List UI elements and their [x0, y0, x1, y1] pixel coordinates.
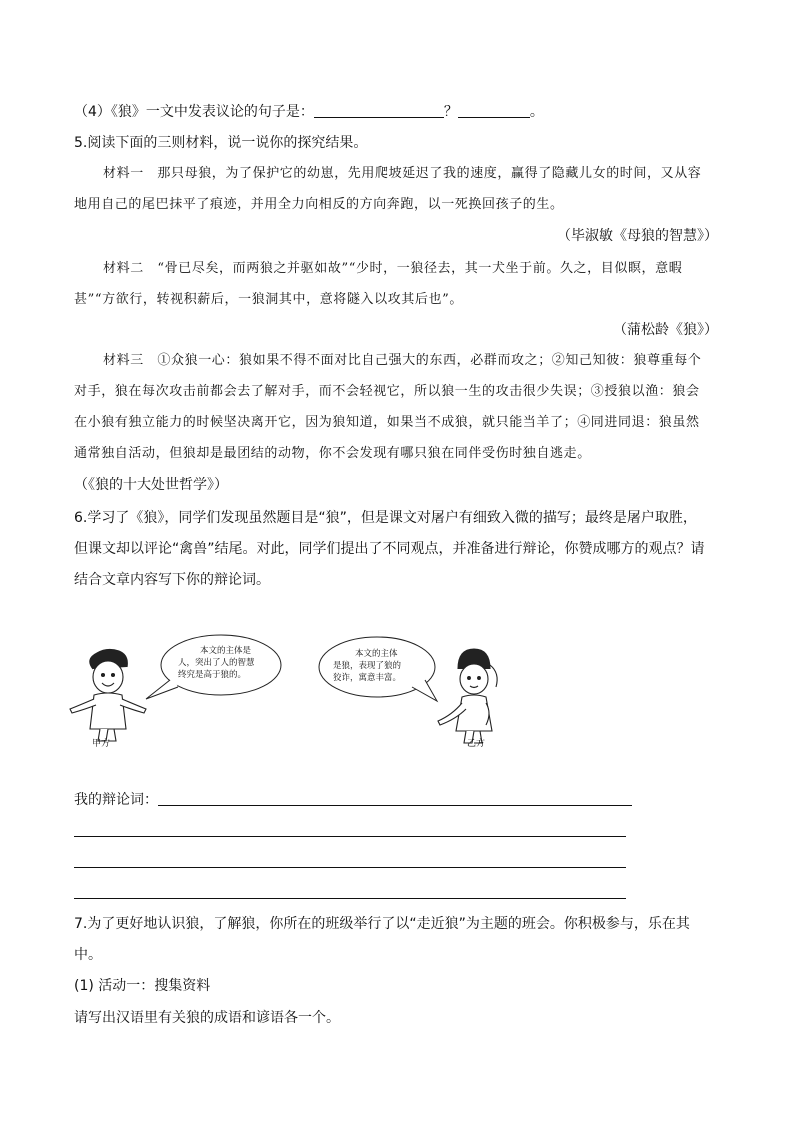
- debate-illustration: [60, 625, 520, 755]
- bubble-a-line-2: 人，突出了人的智慧: [178, 658, 255, 668]
- debate-answer-line-3[interactable]: [74, 867, 626, 868]
- question-4: [74, 102, 544, 122]
- bubble-b-line-2: 是狼，表现了狼的: [333, 661, 402, 671]
- material-3-source: （《狼的十大处世哲学》）: [74, 477, 228, 493]
- material-3-line-1: 材料三 ①众狼一心：狼如果不得不面对比自己强大的东西，必群而攻之；②知己知彼：狼尊重每个: [103, 353, 702, 368]
- material-3-line-2: 对手，狼在每次攻击前都会去了解对手，而不会轻视它，所以狼一生的攻击很少失误；③授狼以渔：狼会: [74, 384, 700, 399]
- material-2-line-1: 材料二 “骨已尽矣，而两狼之并驱如故”“少时，一狼径去，其一犬坐于前。久之，目似瞑，意暇: [103, 261, 683, 276]
- label-yi-fang: 乙方: [467, 739, 486, 749]
- question-5-title: 5.阅读下面的三则材料，说一说你的探究结果。: [74, 135, 368, 151]
- question-7-line-2: 中。: [74, 947, 102, 963]
- q4-period: 。: [529, 104, 544, 120]
- girl-figure: [438, 649, 497, 743]
- debate-answer-line-4[interactable]: [74, 898, 626, 899]
- debate-answer-line-1[interactable]: [158, 805, 632, 806]
- question-7-line-1: 7.为了更好地认识狼，了解狼，你所在的班级举行了以“走近狼”为主题的班会。你积极参与，乐在其: [74, 916, 690, 932]
- material-2-line-2: 甚”“方欲行，转视积薪后，一狼洞其中，意将隧入以攻其后也”。: [74, 292, 463, 307]
- bubble-b-line-3: 狡诈，寓意丰富。: [333, 673, 402, 683]
- material-1-line-2: 地用自己的尾巴抹平了痕迹，并用全力向相反的方向奔跑，以一死换回孩子的生。: [74, 197, 564, 212]
- material-1-source: （毕淑敏《母狼的智慧》）: [557, 228, 718, 244]
- question-6-line-3: 结合文章内容写下你的辩论词。: [74, 572, 270, 588]
- boy-figure: [70, 649, 146, 741]
- q4-question-mark: ？: [443, 104, 458, 120]
- material-2-source: （蒲松龄《狼》）: [613, 322, 718, 338]
- activity-1-heading: (1) 活动一：搜集资料: [74, 978, 211, 994]
- question-6-line-2: 但课文却以评论“禽兽”结尾。对此，同学们提出了不同观点，并准备进行辩论，你赞成哪方的观点？请: [74, 541, 705, 557]
- q4-answer-blank-2[interactable]: [458, 103, 530, 118]
- material-3-line-4: 通常独自活动，但狼却是最团结的动物，你不会发现有哪只狼在同伴受伤时独自逃走。: [74, 446, 591, 461]
- bubble-b-text: [333, 648, 433, 684]
- q4-prompt: （4）《狼》一文中发表议论的句子是：: [74, 104, 314, 120]
- bubble-b-line-1: 本文的主体: [355, 649, 398, 659]
- debate-answer-label: 我的辩论词：: [74, 792, 158, 808]
- label-jia-fang: 甲方: [92, 739, 111, 749]
- material-1-line-1: 材料一 那只母狼，为了保护它的幼崽，先用爬坡延迟了我的速度，赢得了隐藏儿女的时间，又从容: [103, 166, 702, 181]
- activity-1-task: 请写出汉语里有关狼的成语和谚语各一个。: [74, 1010, 340, 1026]
- bubble-a-line-1: 本文的主体是: [200, 646, 252, 656]
- material-3-line-3: 在小狼有独立能力的时候坚决离开它，因为狼知道，如果当不成狼，就只能当羊了；④同进同退：狼虽然: [74, 415, 700, 430]
- question-6-line-1: 6.学习了《狼》，同学们发现虽然题目是“狼”，但是课文对屠户有细致入微的描写；最终是屠户取胜，: [74, 510, 697, 526]
- bubble-a-line-3: 终究是高于狼的。: [178, 670, 247, 680]
- bubble-a-text: [178, 645, 288, 681]
- debate-answer-line-2[interactable]: [74, 836, 626, 837]
- q4-answer-blank-1[interactable]: [314, 103, 444, 118]
